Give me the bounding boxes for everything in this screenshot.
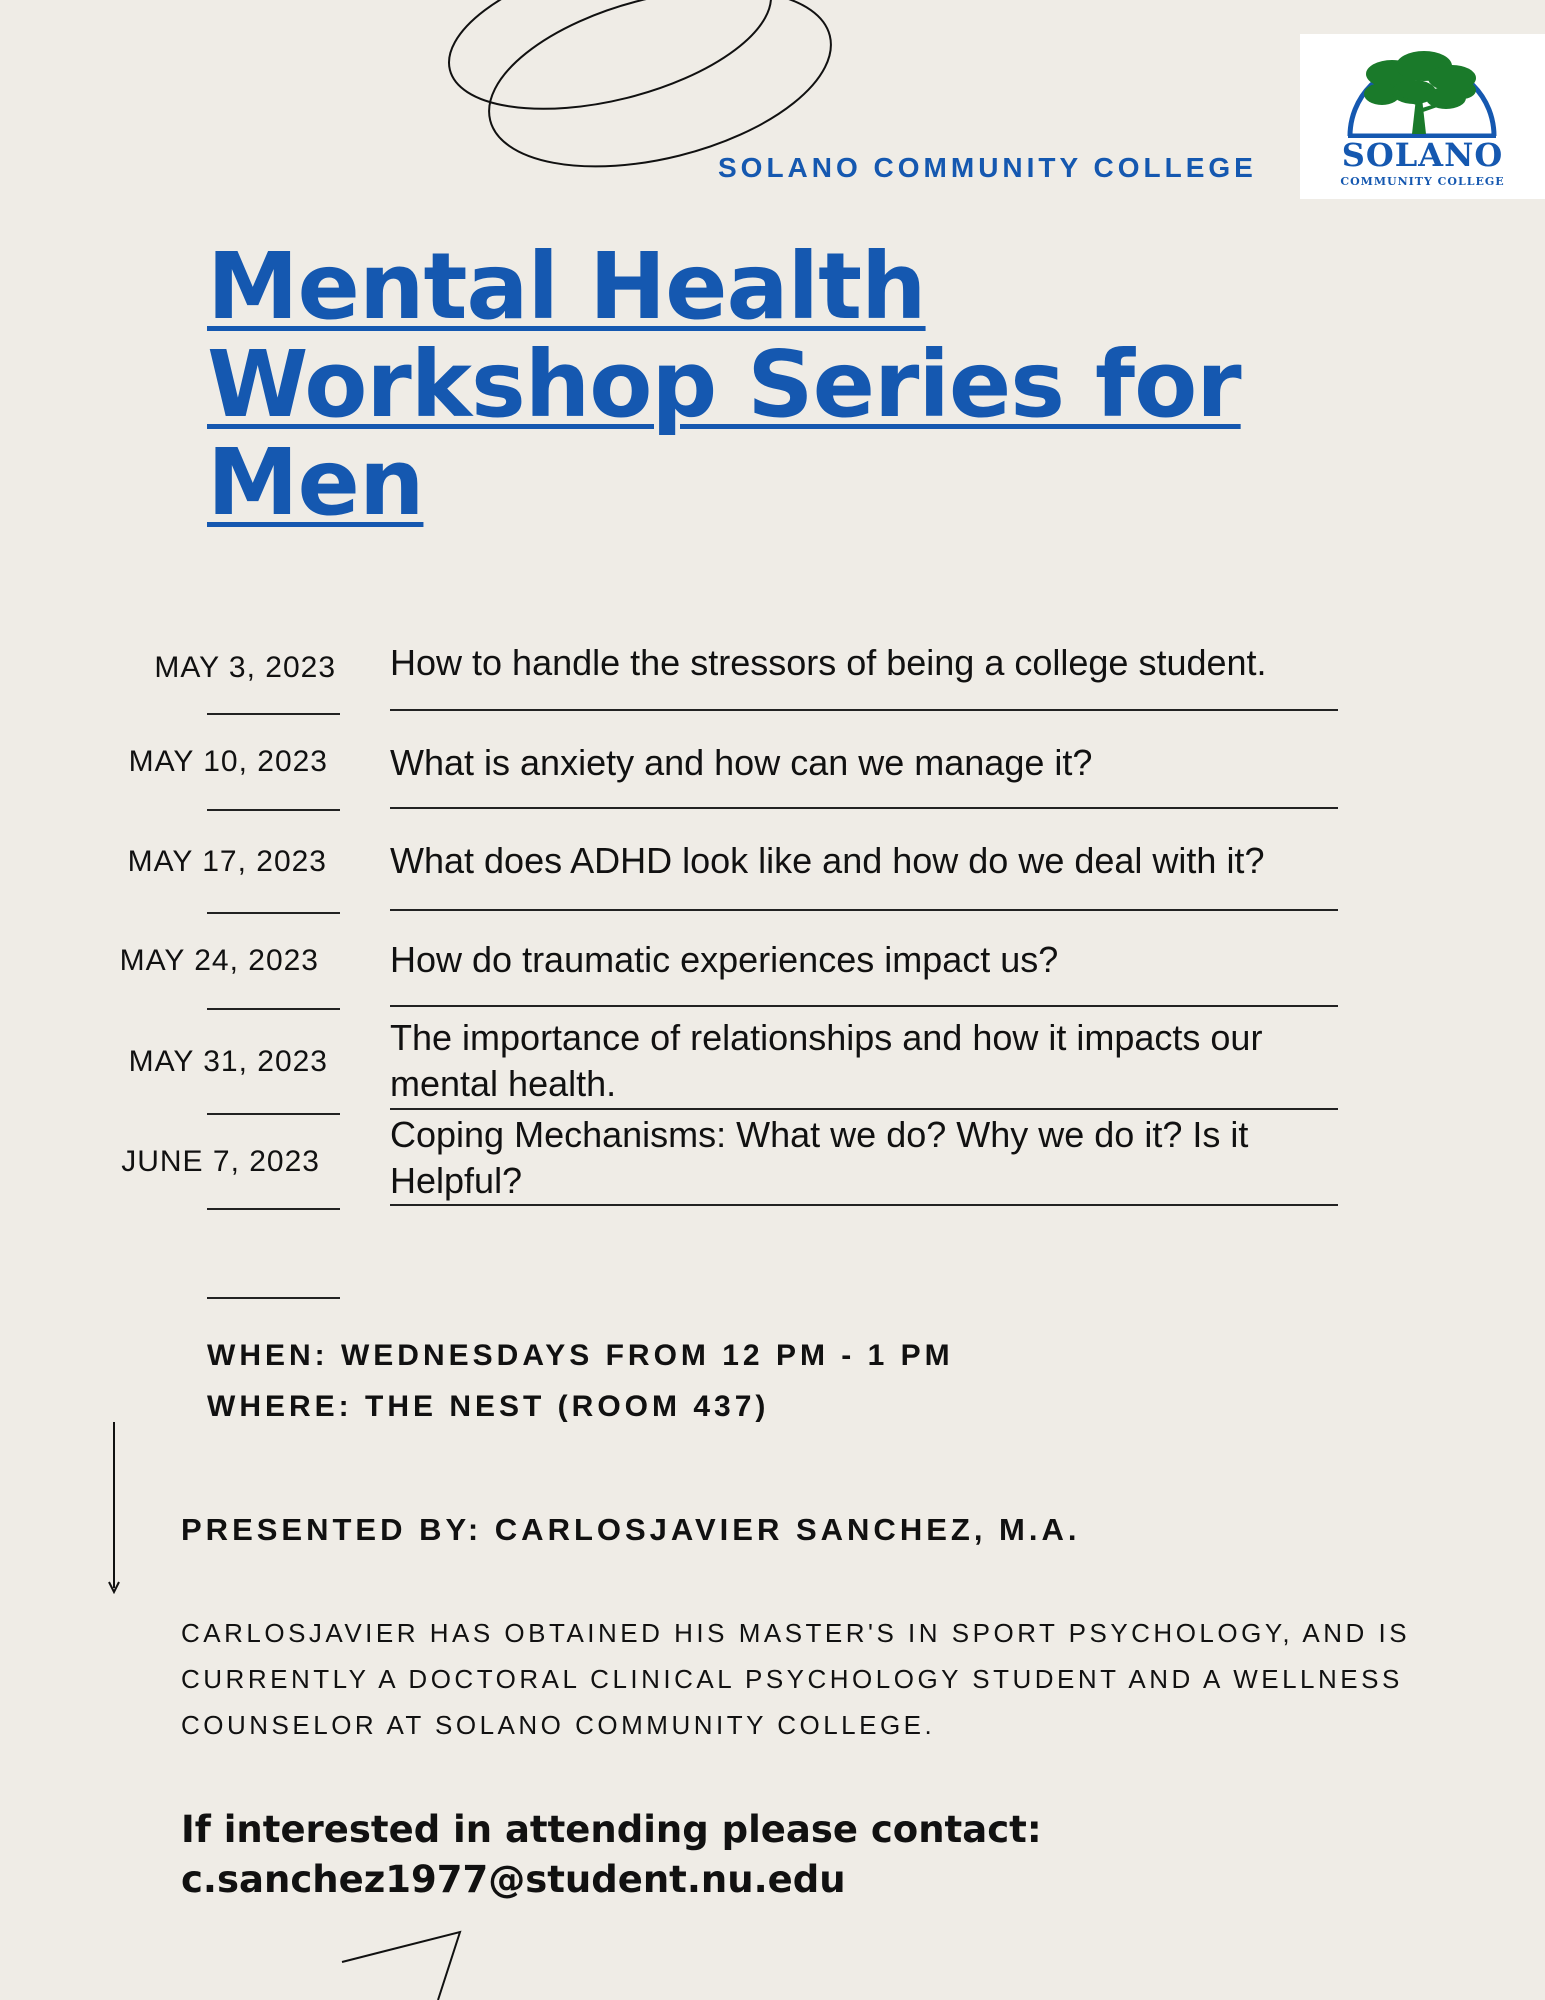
college-name: SOLANO COMMUNITY COLLEGE	[718, 152, 1257, 183]
arrow-down-icon	[104, 1422, 124, 1594]
topic-divider	[390, 1005, 1338, 1007]
schedule-topic: What does ADHD look like and how do we deal with it?	[390, 840, 1265, 881]
date-divider	[207, 912, 340, 914]
logo-subtitle: COMMUNITY COLLEGE	[1340, 175, 1505, 188]
where-info: WHERE: THE NEST (ROOM 437)	[207, 1390, 770, 1423]
schedule-date: MAY 10, 2023	[128, 745, 328, 778]
logo-wordmark: SOLANO	[1341, 136, 1504, 174]
college-logo	[1300, 34, 1545, 199]
schedule-date: MAY 17, 2023	[127, 845, 327, 878]
schedule-date: MAY 3, 2023	[154, 651, 336, 684]
page-title: Mental Health Workshop Series for Men	[207, 233, 1241, 536]
topic-divider	[390, 1108, 1338, 1110]
date-divider	[207, 1008, 340, 1010]
oak-tree-icon	[1342, 50, 1502, 138]
schedule-topic: The importance of relationships and how it impacts our mental health.	[390, 1017, 1263, 1104]
presenter-heading: PRESENTED BY: CARLOSJAVIER SANCHEZ, M.A.	[181, 1512, 1081, 1547]
topic-divider	[390, 909, 1338, 911]
topic-divider	[390, 709, 1338, 711]
schedule-topic: How do traumatic experiences impact us?	[390, 939, 1059, 980]
date-divider	[207, 713, 340, 715]
schedule-date: MAY 24, 2023	[119, 944, 319, 977]
topic-divider	[390, 1204, 1338, 1206]
schedule-topic: How to handle the stressors of being a college student.	[390, 642, 1267, 683]
contact-prompt: If interested in attending please contact:	[181, 1808, 1042, 1851]
contact-email[interactable]: c.sanchez1977@student.nu.edu	[181, 1858, 846, 1901]
date-divider	[207, 1208, 340, 1210]
schedule-topic: Coping Mechanisms: What we do? Why we do it? Is it Helpful?	[390, 1114, 1249, 1201]
schedule-date: MAY 31, 2023	[128, 1045, 328, 1078]
schedule-topic: What is anxiety and how can we manage it?	[390, 742, 1093, 783]
presenter-bio: CARLOSJAVIER HAS OBTAINED HIS MASTER'S IN SPORT PSYCHOLOGY, AND IS CURRENTLY A DOCTORAL CLINICAL PSYCHOLOGY STUDENT AND A WELLNESS COUNSELOR AT SOLANO COMMUNITY COLLEGE.	[181, 1618, 1411, 1740]
date-divider	[207, 1113, 340, 1115]
schedule-date: JUNE 7, 2023	[121, 1145, 320, 1178]
date-divider	[207, 1297, 340, 1299]
date-divider	[207, 809, 340, 811]
when-info: WHEN: WEDNESDAYS FROM 12 PM - 1 PM	[207, 1339, 954, 1372]
decorative-triangle	[338, 1928, 468, 2000]
topic-divider	[390, 807, 1338, 809]
